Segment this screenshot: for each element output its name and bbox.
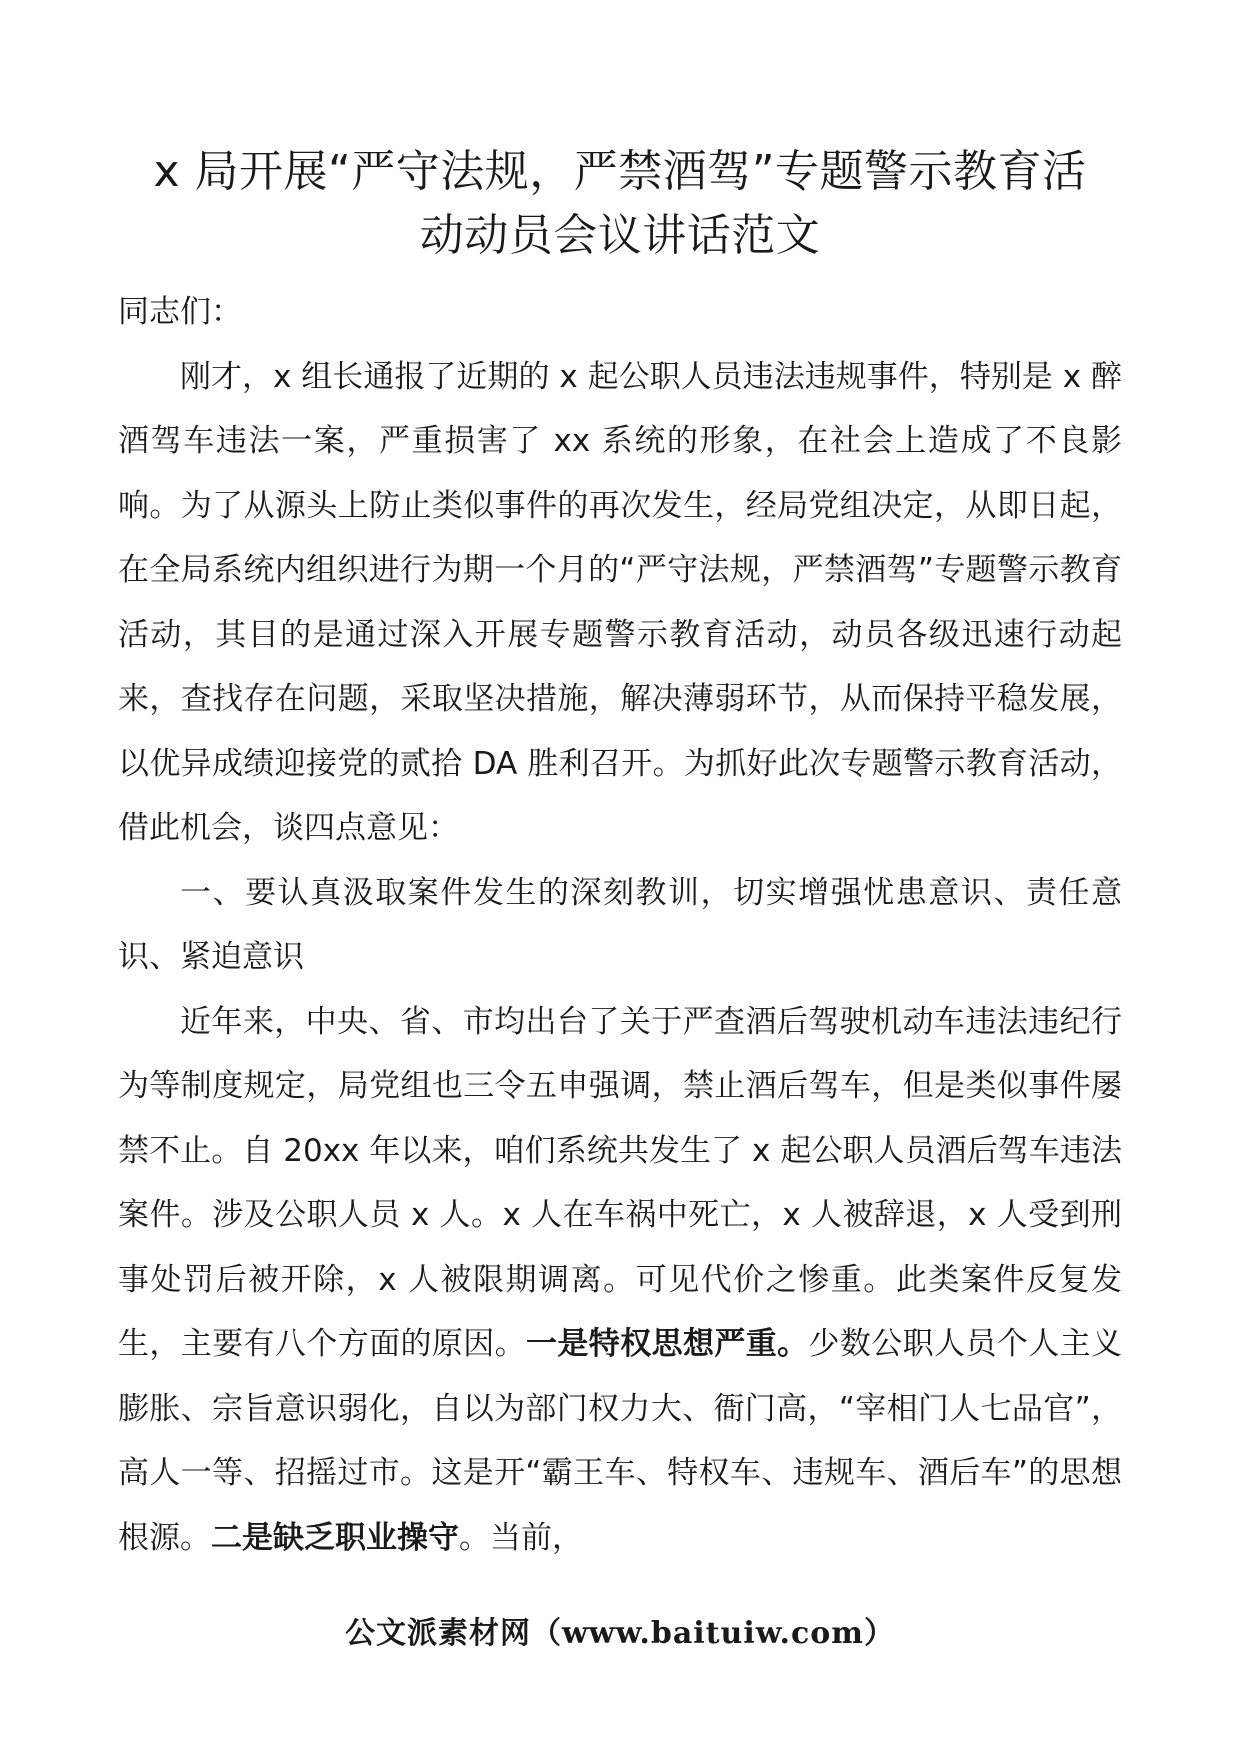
paragraph-2-bold-point-1: 一是特权思想严重。 [526,1326,809,1362]
paragraph-2-text-a: 近年来，中央、省、市均出台了关于严查酒后驾驶机动车违法违纪行为等制度规定，局党组也三令五申强调，禁止酒后驾车，但是类似事件屡禁不止。自 20xx 年以来，咱们系统共发生了 x 起公职人员酒后驾车违法案件。涉及公职人员 x 人。x 人在车祸中死亡，x 人被辞退，x 人受到刑事处罚后被开除，x 人被限期调离。可见代价之惨重。此类案件反复发生，主要有八个方面的原因。 [118,1003,1122,1362]
title-line-2: 动动员会议讲话范文 [419,210,821,261]
document-title [118,140,1122,268]
document-page [118,140,1122,1570]
salutation: 同志们： [118,294,242,330]
footer-watermark: 公文派素材网（www.baituiw.com） [344,1616,896,1651]
section-heading-1: 一、要认真汲取案件发生的深刻教训，切实增强忧患意识、责任意识、紧迫意识 [118,874,1122,975]
title-line-1: x 局开展“严守法规，严禁酒驾”专题警示教育活 [153,146,1087,197]
paragraph-2-text-b: 少数公职人员个人主义膨胀、宗旨意识弱化，自以为部门权力大、衙门高，“宰相门人七品官”，高人一等、招摇过市。这是开“霸王车、特权车、违规车、酒后车”的思想根源。 [118,1326,1122,1556]
paragraph-2 [118,990,1122,1571]
document-body [118,280,1122,1570]
paragraph-2-bold-point-2: 二是缺乏职业操守 [211,1519,459,1556]
paragraph-2-text-c: 。当前， [459,1519,583,1556]
paragraph-1: 刚才，x 组长通报了近期的 x 起公职人员违法违规事件，特别是 x 醉酒驾车违法一案，严重损害了 xx 系统的形象，在社会上造成了不良影响。为了从源头上防止类似事件的再次发生，经局党组决定，从即日起，在全局系统内组织进行为期一个月的“严守法规，严禁酒驾”专题警示教育活动，其目的是通过深入开展专题警示教育活动，动员各级迅速行动起来，查找存在问题，采取坚决措施，解决薄弱环节，从而保持平稳发展，以优异成绩迎接党的贰拾 DA 胜利召开。为抓好此次专题警示教育活动，借此机会，谈四点意见： [118,358,1122,846]
